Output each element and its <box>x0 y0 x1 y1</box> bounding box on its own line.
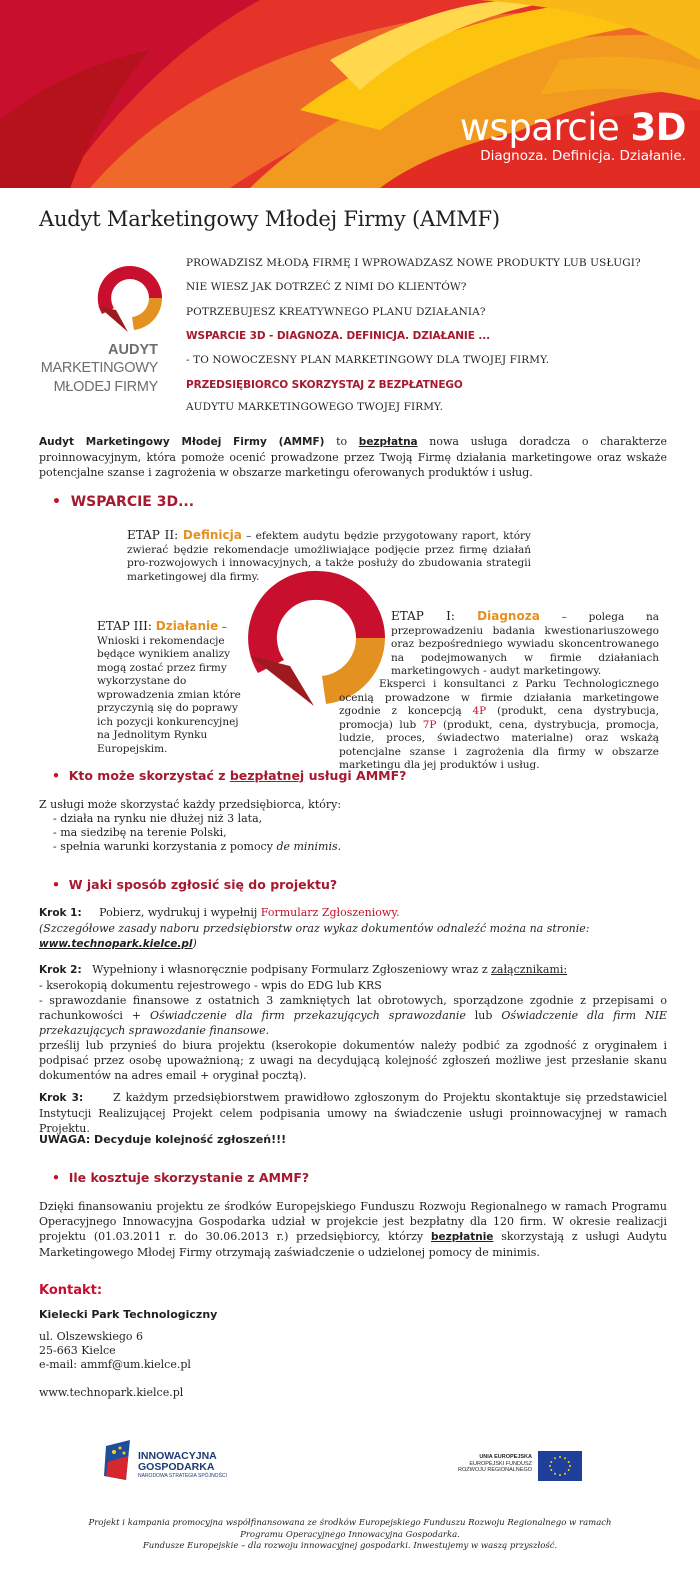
ammf-logo <box>40 262 170 402</box>
section-heading-zglos: • W jaki sposób zgłosić się do projektu? <box>52 877 338 892</box>
etap1-text <box>391 610 659 679</box>
section2-heading-a: Kto może skorzystać z <box>68 768 230 783</box>
intro-line-4: WSPARCIE 3D - DIAGNOZA. DEFINICJA. DZIAŁANIE ... <box>186 330 491 342</box>
ig-line2: GOSPODARKA <box>138 1461 215 1473</box>
cost-text-a: Dzięki finansowaniu projektu ze środków Europejskiego Funduszu Rozwoju Regionalnego w ramach Programu Operacyjnego Innowacyjna Gospodarka udział w projekcie jest bezpłatny dla 120 firm. W okresie realizacji projektu (01.03.2011 r. do 30.06.2013 r.) przedsiębiorcy, którzy <box>39 1200 667 1243</box>
desc-rest: nowa usługa doradcza o charakterze proinnowacyjnym, która pomoże ocenić prowadzone przez Twoją Firmę działania marketingowe oraz wskaże potencjalne szanse i zagrożenia w obszarze marketingu oferowanych produktów i usług. <box>39 435 667 479</box>
etap1-body: – polega na przeprowadzeniu badania kwestionariuszowego oraz bezpośredniego wywiadu skoncentrowanego na podejmowanych w firmie działaniach marketingowych - audyt marketingowy. <box>391 611 660 677</box>
contact-web[interactable]: www.technopark.kielce.pl <box>39 1386 184 1399</box>
eu-flag-icon <box>538 1451 582 1481</box>
etap1-body2b: (produkt, cena dystrybucja, promocja) lub <box>339 705 659 731</box>
krok2-item-italic: Oświadczenie dla firm przekazujących sprawozdanie <box>149 1009 466 1022</box>
eu-line3: ROZWOJU REGIONALNEGO <box>458 1467 532 1473</box>
intro-line-3: POTRZEBUJESZ KREATYWNEGO PLANU DZIAŁANIA? <box>186 306 486 318</box>
circle-arrow-icon <box>94 262 166 334</box>
etap3-text <box>97 620 243 756</box>
intro-line-1: PROWADZISZ MŁODĄ FIRMĘ I WPROWADZASZ NOWE PRODUKTY LUB USŁUGI? <box>186 257 641 269</box>
contact-heading: Kontakt: <box>39 1283 103 1298</box>
etap2-body: – efektem audytu będzie przygotowany raport, który zwierać będzie rekomendacje umożliwiające podjęcie przez firmę działań pro-rozwojowych i innowacyjnych, a także posłuży do zbudowania strategii marketingowej dla firmy. <box>127 530 531 583</box>
krok1-note: (Szczegółowe zasady naboru przedsiębiorstw oraz wykaz dokumentów odnaleźć można na stronie: <box>39 922 590 935</box>
krok2-item-italic: Oświadczenie dla firm NIE przekazujących sprawozdanie finansowe. <box>39 1009 668 1037</box>
etap1-4p: 4P <box>472 705 487 717</box>
eligibility-item: - ma siedzibę na terenie Polski, <box>53 826 227 839</box>
header-banner <box>0 0 700 188</box>
desc-mid: to <box>324 435 359 448</box>
etap3-name: Działanie <box>155 619 219 633</box>
logo-line2: MARKETINGOWY <box>40 360 158 376</box>
krok2-send: prześlij lub przynieś do biura projektu (kserokopie dokumentów należy podbić za zgodność z oryginałem i podpisać przez osobę upoważnioną; z uwagi na decydującą kolejność zgłoszeń możliwe jest przesłanie skanu dokumentów na adres email + oryginał pocztą). <box>39 1039 667 1082</box>
brand-bold: 3D <box>630 106 686 149</box>
ig-line1: INNOWACYJNA <box>138 1450 217 1462</box>
intro-line-7: AUDYTU MARKETINGOWEGO TWOJEJ FIRMY. <box>186 401 444 413</box>
krok2-item-or: lub <box>465 1009 502 1022</box>
ig-line3: NARODOWA STRATEGIA SPÓJNOŚCI <box>138 1473 227 1479</box>
warning-text: UWAGA: Decyduje kolejność zgłoszeń!!! <box>39 1133 287 1146</box>
footer-text <box>60 1518 640 1553</box>
krok3 <box>39 1090 667 1136</box>
eu-line2: EUROPEJSKI FUNDUSZ <box>469 1460 532 1467</box>
cost-paragraph <box>39 1199 667 1260</box>
section3-heading: W jaki sposób zgłosić się do projektu? <box>68 877 338 892</box>
footer-line3: Fundusze Europejskie – dla rozwoju innowacyjnej gospodarki. Inwestujemy w waszą przyszłość. <box>142 1541 558 1551</box>
footer-line2: Programu Operacyjnego Innowacyjna Gospodarka. <box>240 1529 460 1540</box>
technopark-link[interactable]: www.technopark.kielce.pl <box>39 938 193 950</box>
etap3-body: – Wnioski i rekomendacje będące wynikiem analizy mogą zostać przez firmy wykorzystane do wprowadzenia zmian które przyczynią się do poprawy ich pozycji konkurencyjnej na Jednolitym Rynku Europejskim. <box>97 621 241 755</box>
etap1-7p: 7P <box>422 718 437 731</box>
ig-flag-icon <box>104 1440 132 1482</box>
krok1: Krok 1: Pobierz, wydrukuj i wypełnij Formularz Zgłoszeniowy. (Szczegółowe zasady naboru przedsiębiorstw oraz wykaz dokumentów odnaleźć można na stronie: www.technopark.kielce.pl) <box>39 906 590 950</box>
krok2-item: - sprawozdanie finansowe z ostatnich 3 zamkniętych lat obrotowych, sporządzone zgodnie z przepisami o rachunkowości + <box>39 994 667 1022</box>
etap3-label: ETAP III: <box>97 619 156 633</box>
form-link[interactable]: Formularz Zgłoszeniowy. <box>260 906 400 919</box>
etap1-body2c: (produkt, cena, dystrybucja, promocja, ludzie, proces, świadectwo materialne) oraz wskażą potencjalne szanse i zagrożenia dla firmy w obszarze marketingu dla jej produktów i usług. <box>339 718 660 771</box>
section-heading-koszt: • Ile kosztuje skorzystanie z AMMF? <box>52 1170 310 1185</box>
krok2-item: - kserokopią dokumentu rejestrowego - wpis do EDG lub KRS <box>39 979 382 992</box>
krok3-text: Z każdym przedsiębiorstwem prawidłowo zgłoszonym do Projektu skontaktuje się przedstawiciel Instytucji Realizującej Projekt celem podpisania umowy na świadczenie usługi proinnowacyjnej w ramach Projektu. <box>39 1091 667 1135</box>
etap1-label: ETAP I: <box>391 609 478 623</box>
krok2-attachments: załącznikami: <box>491 963 568 976</box>
brand-logo <box>460 108 686 164</box>
section-heading-kto: • Kto może skorzystać z bezpłatnej usługi AMMF? <box>52 768 407 783</box>
eligibility-item <box>53 839 341 854</box>
desc-free: bezpłatna <box>358 436 418 448</box>
section4-heading: Ile kosztuje skorzystanie z AMMF? <box>68 1170 310 1185</box>
section-heading-wsparcie: • WSPARCIE 3D... <box>52 494 195 510</box>
description-paragraph <box>39 434 667 480</box>
section2-heading-b: usługi AMMF? <box>304 768 407 783</box>
logo-line3: MŁODEJ FIRMY <box>53 379 158 395</box>
minimis-text: de minimis. <box>276 840 342 853</box>
brand-light: wsparcie <box>459 106 631 149</box>
cost-text-b: skorzystają z usługi Audytu Marketingowego Młodej Firmy otrzymają zaświadczenie o udzielonej pomocy de minimis. <box>39 1230 668 1259</box>
contact-street: ul. Olszewskiego 6 <box>39 1330 143 1343</box>
intro-line-2: NIE WIESZ JAK DOTRZEĆ Z NIMI DO KLIENTÓW? <box>186 281 467 293</box>
contact-city: 25-663 Kielce <box>39 1344 116 1357</box>
eu-logo <box>458 1451 584 1483</box>
krok1-text: Pobierz, wydrukuj i wypełnij <box>99 906 261 919</box>
section1-heading: WSPARCIE 3D... <box>70 494 195 510</box>
intro-line-5: - TO NOWOCZESNY PLAN MARKETINGOWY DLA TWOJEJ FIRMY. <box>186 354 550 366</box>
contact-email[interactable]: e-mail: ammf@um.kielce.pl <box>39 1358 191 1371</box>
cost-free: bezpłatnie <box>430 1231 494 1243</box>
page-title: Audyt Marketingowy Młodej Firmy (AMMF) <box>39 207 500 231</box>
footer-line1: Projekt i kampania promocyjna współfinansowana ze środków Europejskiego Funduszu Rozwoju Regionalnego w ramach <box>88 1518 612 1528</box>
logo-line1: AUDYT <box>108 342 158 358</box>
eligibility-item-text: - spełnia warunki korzystania z pomocy <box>53 840 277 853</box>
etap2-label: ETAP II: <box>127 528 183 542</box>
contact-org: Kielecki Park Technologiczny <box>39 1308 218 1321</box>
eligibility-item: - działa na rynku nie dłużej niż 3 lata, <box>53 812 263 825</box>
krok2-label: Krok 2: <box>39 964 82 976</box>
krok2-text: Wypełniony i własnoręcznie podpisany Formularz Zgłoszeniowy wraz z <box>92 963 492 976</box>
krok1-label: Krok 1: <box>39 907 82 919</box>
etap1-body2a: Eksperci i konsultanci z Parku Technologicznego ocenią prowadzone w firmie działania marketingowe zgodnie z koncepcją <box>339 678 659 717</box>
etap1-text2 <box>339 678 659 773</box>
section2-heading-u: bezpłatnej <box>229 768 305 783</box>
innowacyjna-gospodarka-logo <box>104 1440 244 1484</box>
etap2-name: Definicja <box>182 528 242 542</box>
section2-lead: Z usługi może skorzystać każdy przedsiębiorca, który: <box>39 798 342 811</box>
brand-tagline: Diagnoza. Definicja. Działanie. <box>480 148 686 164</box>
krok3-label: Krok 3: <box>39 1092 84 1104</box>
intro-line-6: PRZEDSIĘBIORCO SKORZYSTAJ Z BEZPŁATNEGO <box>186 379 463 391</box>
etap1-name: Diagnoza <box>477 609 540 623</box>
eu-line1: UNIA EUROPEJSKA <box>479 1454 532 1460</box>
krok2 <box>39 962 667 1083</box>
desc-bold: Audyt Marketingowy Młodej Firmy (AMMF) <box>39 436 325 448</box>
